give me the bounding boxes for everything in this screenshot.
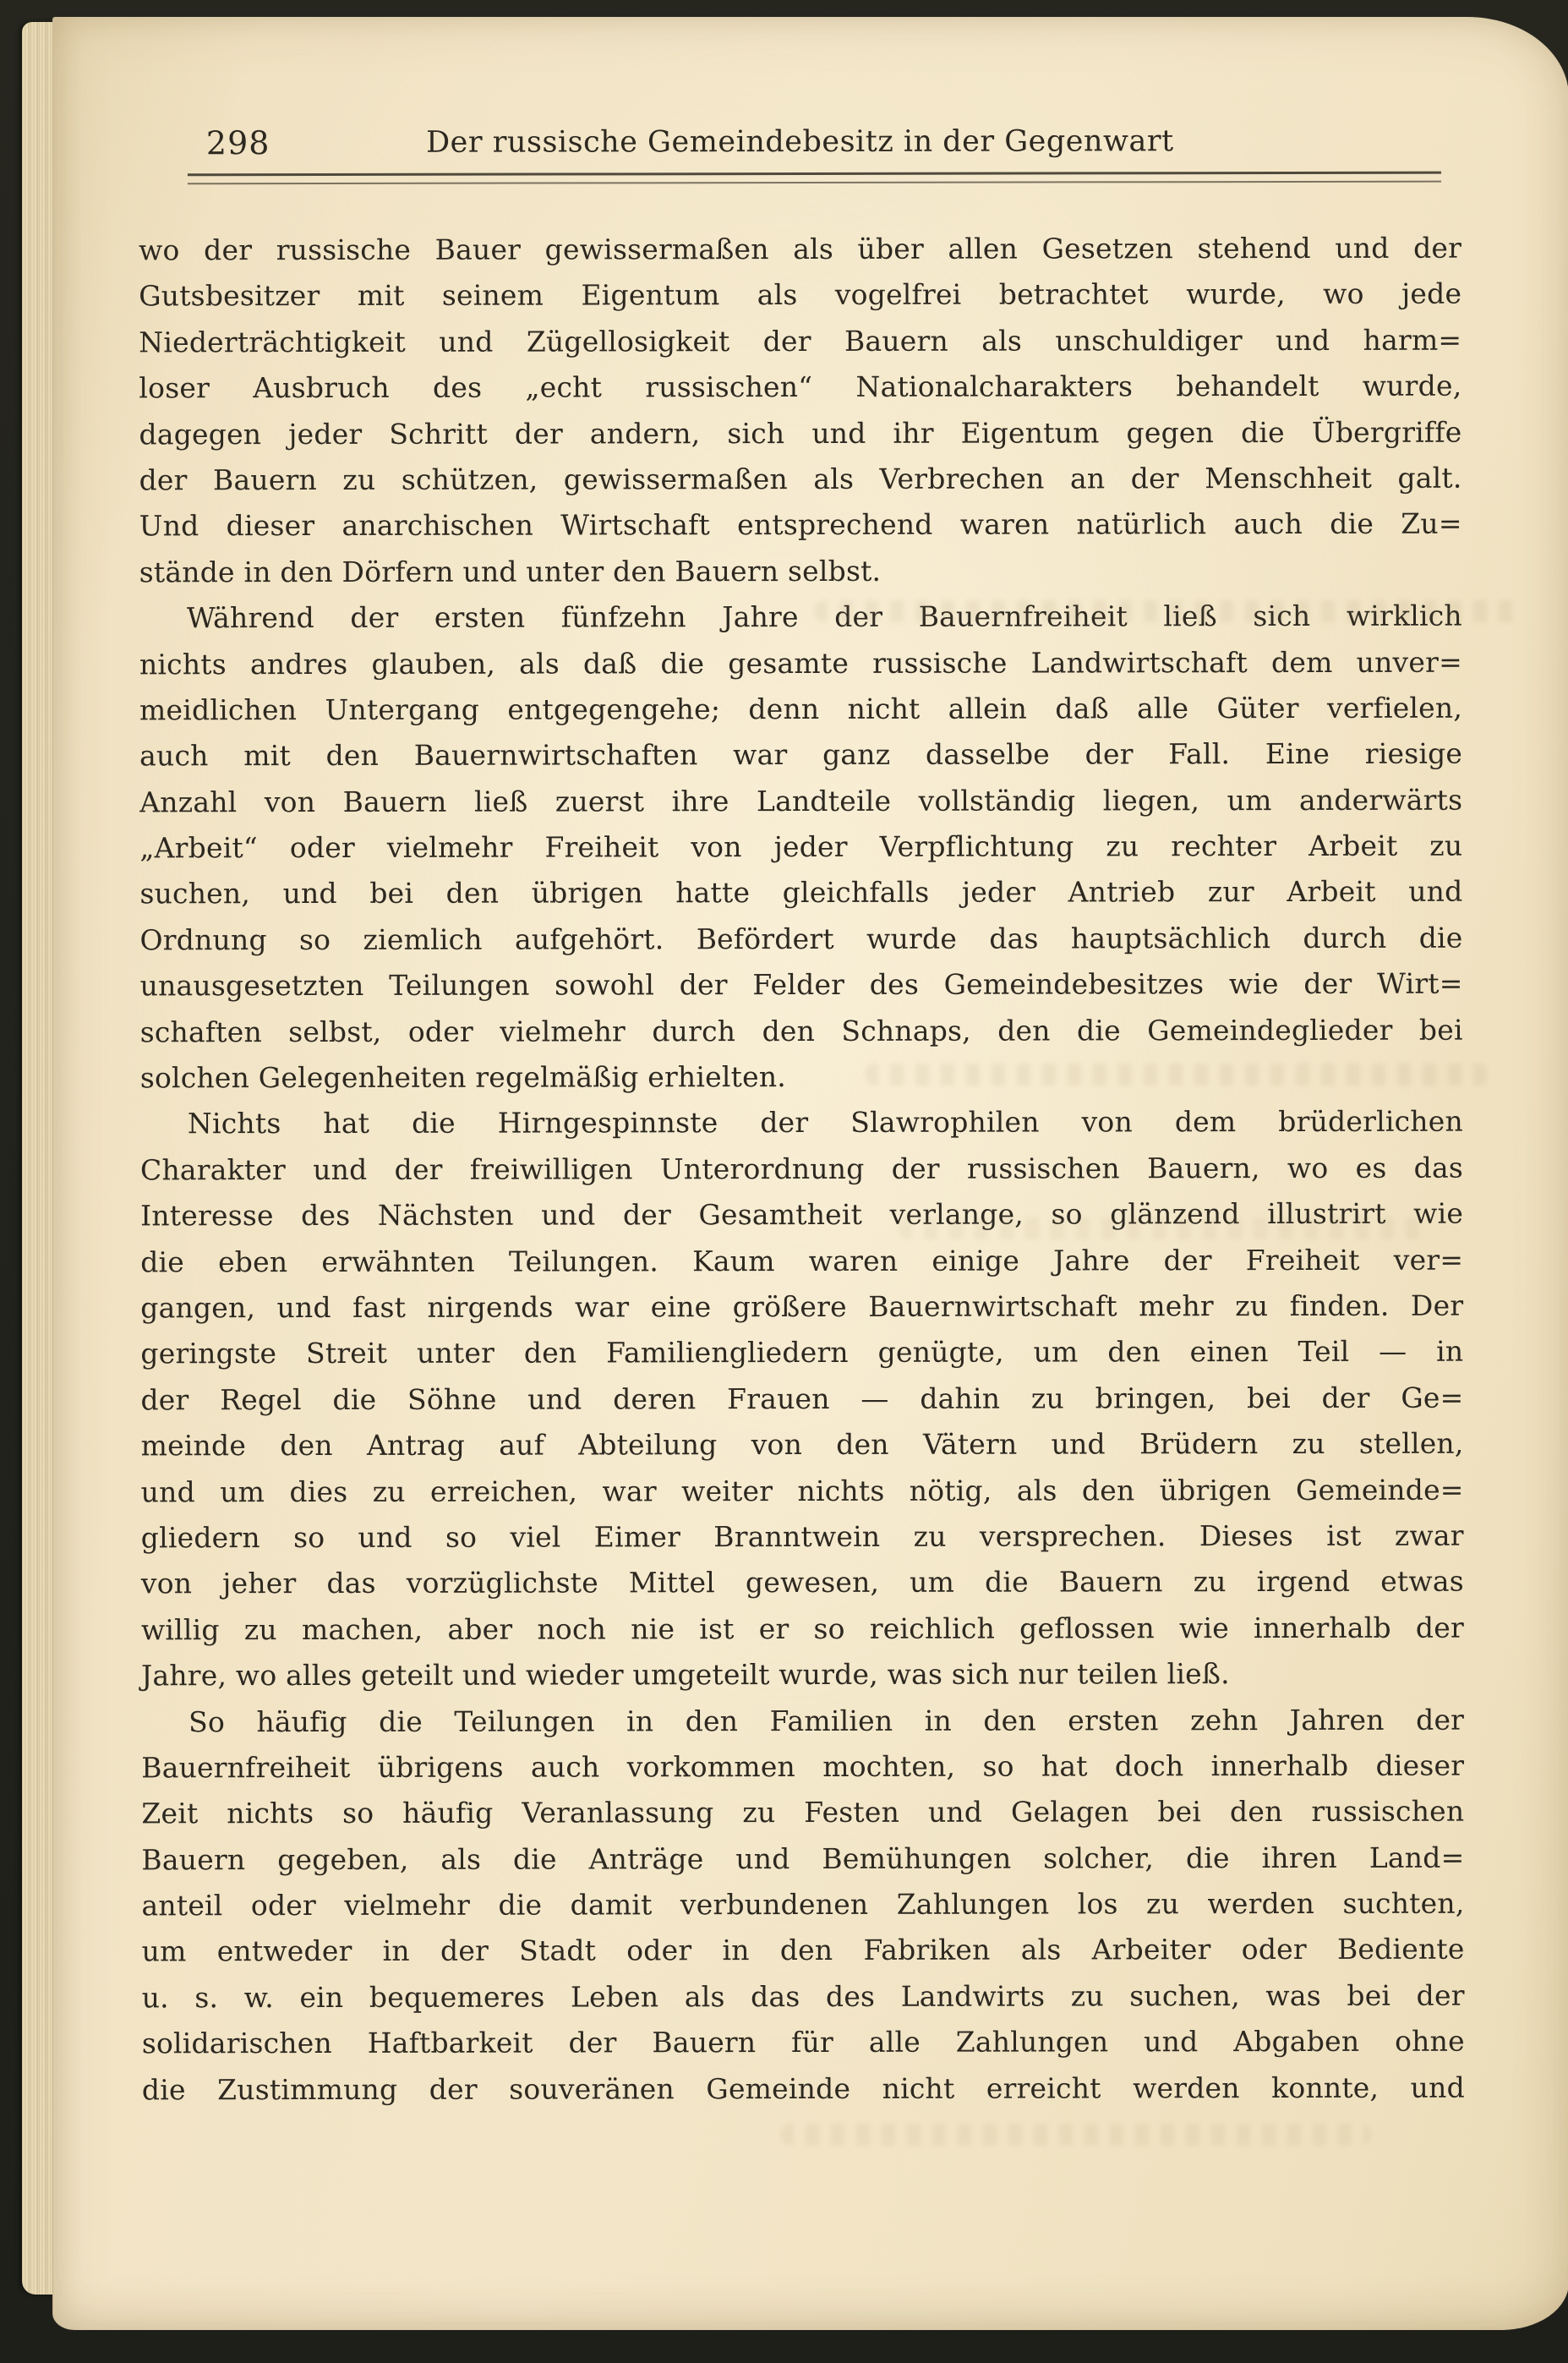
text-line: suchen, und bei den übrigen hatte gleichfalls jeder Antrieb zur Arbeit und — [139, 875, 1463, 911]
text-line: die Zustimmung der souveränen Gemeinde nicht erreicht werden konnte, und — [141, 2070, 1465, 2106]
text-line: Gutsbesitzer mit seinem Eigentum als vogelfrei betrachtet wurde, wo jede — [139, 277, 1462, 313]
text-line: um entweder in der Stadt oder in den Fabriken als Arbeiter oder Bediente — [141, 1933, 1465, 1968]
text-line: meidlichen Untergang entgegengehe; denn nicht allein daß alle Güter verfielen, — [139, 691, 1463, 727]
text-line: Bauern gegeben, als die Anträge und Bemühungen solcher, die ihren Land= — [141, 1841, 1465, 1877]
text-line: geringste Streit unter den Familiengliedern genügte, um den einen Teil — in — [140, 1335, 1464, 1370]
text-line: Charakter und der freiwilligen Unterordnung der russischen Bauern, wo es das — [139, 1151, 1464, 1187]
text-line: stände in den Dörfern und unter den Bauern selbst. — [139, 554, 882, 589]
text-line: wo der russische Bauer gewissermaßen als über allen Gesetzen stehend und der — [139, 231, 1462, 267]
text-line: der Bauern zu schützen, gewissermaßen als Verbrechen an der Menschheit galt. — [139, 461, 1462, 497]
paragraph — [140, 1099, 1464, 1699]
text-line: loser Ausbruch des „echt russischen“ Nationalcharakters behandelt wurde, — [139, 369, 1462, 405]
text-line: nichts andres glauben, als daß die gesamte russische Landwirtschaft dem unver= — [139, 645, 1462, 681]
paragraph — [139, 593, 1463, 1102]
text-line: gangen, und fast nirgends war eine größere Bauernwirtschaft mehr zu finden. Der — [140, 1288, 1464, 1325]
text-line: die eben erwähnten Teilungen. Kaum waren einige Jahre der Freiheit ver= — [140, 1243, 1464, 1278]
text-line: Nichts hat die Hirngespinnste der Slawrophilen von dem brüderlichen — [187, 1105, 1463, 1140]
text-line: Zeit nichts so häufig Veranlassung zu Festen und Gelagen bei den russischen — [141, 1794, 1465, 1830]
text-line: Während der ersten fünfzehn Jahre der Bauernfreiheit ließ sich wirklich — [186, 599, 1462, 635]
page-content — [139, 16, 1466, 2332]
paragraph — [139, 226, 1462, 596]
text-line: solchen Gelegenheiten regelmäßig erhielten. — [139, 1060, 786, 1095]
running-title: Der russische Gemeindebesitz in der Gegenwart — [426, 124, 1174, 160]
text-line: auch mit den Bauernwirtschaften war ganz dasselbe der Fall. Eine riesige — [139, 736, 1463, 773]
text-line: unausgesetzten Teilungen sowohl der Felder des Gemeindebesitzes wie der Wirt= — [139, 966, 1463, 1003]
text-line: So häufig die Teilungen in den Familien in den ersten zehn Jahren der — [188, 1703, 1465, 1738]
text-line: u. s. w. ein bequemeres Leben als das des Landwirts zu suchen, was bei der — [141, 1978, 1465, 2015]
text-line: und um dies zu erreichen, war weiter nichts nötig, als den übrigen Gemeinde= — [140, 1473, 1464, 1508]
text-line: von jeher das vorzüglichste Mittel gewesen, um die Bauern zu irgend etwas — [140, 1564, 1464, 1600]
text-line: solidarischen Haftbarkeit der Bauern für alle Zahlungen und Abgaben ohne — [141, 2024, 1465, 2060]
text-line: gliedern so und so viel Eimer Branntwein zu versprechen. Dieses ist zwar — [140, 1518, 1464, 1555]
text-line: Bauernfreiheit übrigens auch vorkommen mochten, so hat doch innerhalb dieser — [141, 1748, 1465, 1785]
header-rule — [188, 172, 1441, 185]
text-line: Interesse des Nächsten und der Gesamtheit verlange, so glänzend illustrirt wie — [140, 1196, 1464, 1233]
text-line: Ordnung so ziemlich aufgehört. Befördert wurde das hauptsächlich durch die — [139, 921, 1463, 957]
page-number: 298 — [205, 124, 270, 162]
text-line: schaften selbst, oder vielmehr durch den Schnaps, den die Gemeindeglieder bei — [139, 1013, 1463, 1049]
book-page — [52, 17, 1568, 2330]
text-line: Anzahl von Bauern ließ zuerst ihre Landteile vollständig liegen, um anderwärts — [139, 783, 1463, 819]
text-block — [139, 226, 1465, 2114]
paragraph — [141, 1697, 1465, 2113]
text-line: „Arbeit“ oder vielmehr Freiheit von jeder Verpflichtung zu rechter Arbeit zu — [139, 829, 1463, 865]
text-line: Jahre, wo alles geteilt und wieder umgeteilt wurde, was sich nur teilen ließ. — [141, 1657, 1230, 1693]
text-line: der Regel die Söhne und deren Frauen — dahin zu bringen, bei der Ge= — [140, 1381, 1464, 1417]
text-line: Und dieser anarchischen Wirtschaft entsprechend waren natürlich auch die Zu= — [139, 506, 1462, 543]
text-line: anteil oder vielmehr die damit verbundenen Zahlungen los zu werden suchten, — [141, 1886, 1465, 1923]
text-line: dagegen jeder Schritt der andern, sich und ihr Eigentum gegen die Übergriffe — [139, 415, 1462, 451]
text-line: Niederträchtigkeit und Zügellosigkeit der Bauern als unschuldiger und harm= — [139, 323, 1462, 359]
text-line: willig zu machen, aber noch nie ist er so reichlich geflossen wie innerhalb der — [140, 1611, 1464, 1647]
text-line: meinde den Antrag auf Abteilung von den Vätern und Brüdern zu stellen, — [140, 1426, 1464, 1463]
page-header — [139, 123, 1461, 166]
